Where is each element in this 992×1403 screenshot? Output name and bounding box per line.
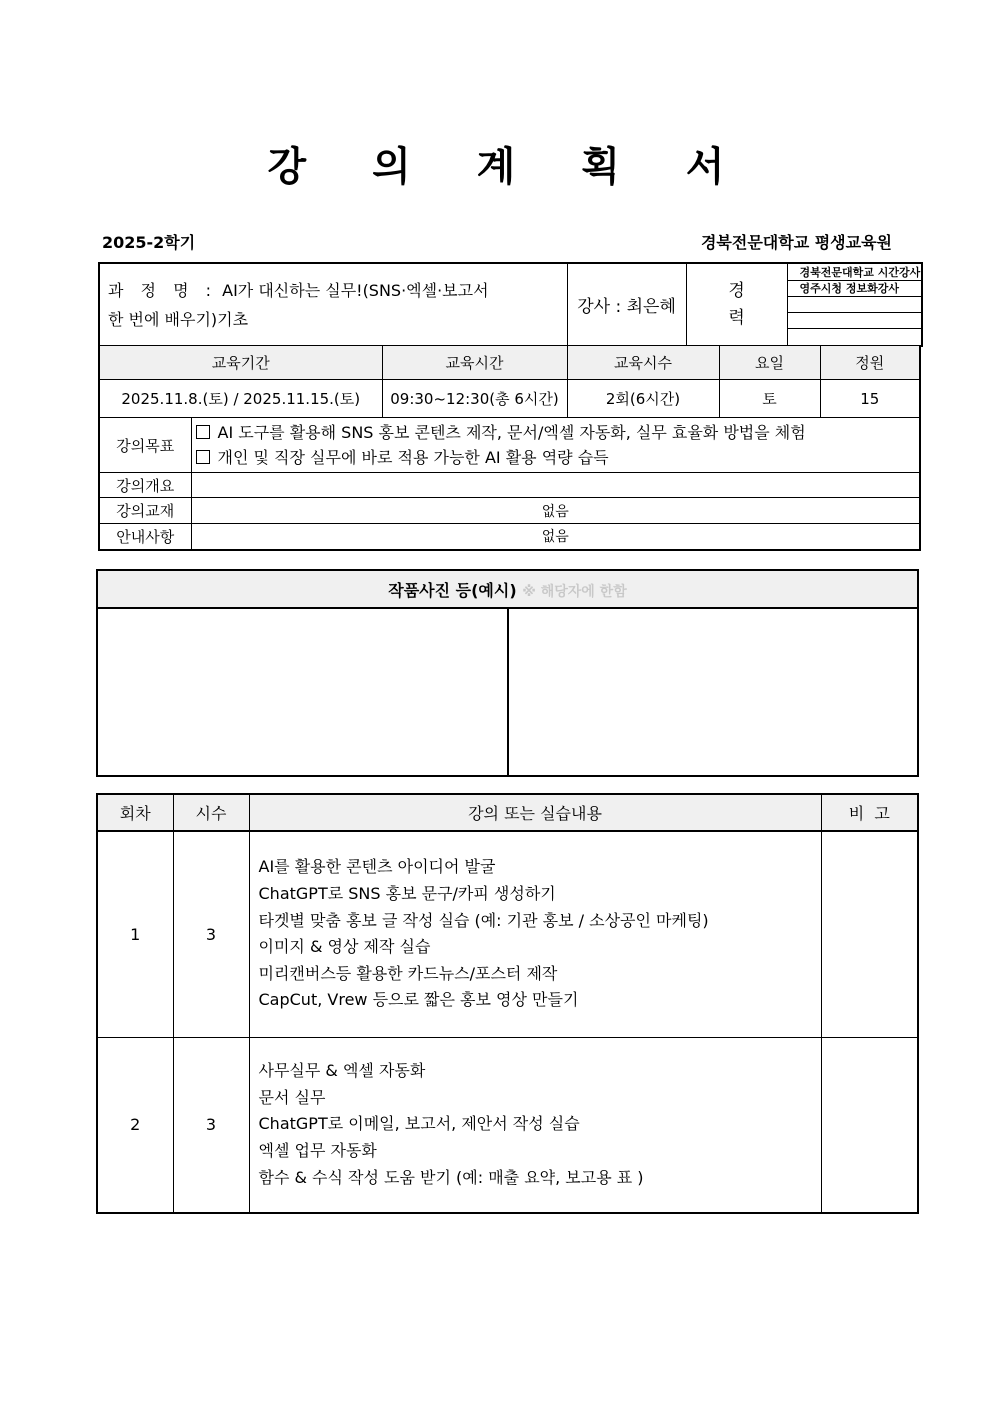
goal-item: [196, 445, 916, 470]
photo-header: [97, 570, 918, 608]
value-time: 09:30~12:30(총 6시간): [382, 380, 567, 418]
textbook-value: 없음: [191, 498, 920, 524]
session-content: [249, 1037, 821, 1213]
career-item: [788, 329, 922, 345]
course-name-line1: AI가 대신하는 실무!(SNS·엑셀·보고서: [222, 280, 489, 300]
goal-cell: [191, 418, 920, 473]
value-sessions: 2회(6시간): [567, 380, 719, 418]
header-content: 강의 또는 실습내용: [249, 794, 821, 831]
career-item: [788, 313, 922, 329]
content-line: 함수 & 수식 작성 도움 받기 (예: 매출 요약, 보고용 표 ): [258, 1167, 644, 1187]
content-line: 사무실무 & 엑셀 자동화: [258, 1061, 426, 1081]
header-sessions: 교육시수: [567, 346, 719, 380]
header-capacity: 정원: [820, 346, 920, 380]
photo-table: [96, 569, 919, 777]
career-label-1: 경: [728, 280, 745, 301]
course-label: 과 정 명 :: [108, 280, 218, 300]
career-item: 영주시청 정보화강사: [788, 281, 922, 297]
textbook-row: [99, 498, 920, 524]
session-row: [97, 1037, 918, 1213]
content-line: ChatGPT로 SNS 홍보 문구/카피 생성하기: [258, 884, 556, 904]
overview-value: [191, 473, 920, 498]
notice-row: [99, 524, 920, 550]
goal-label: 강의목표: [99, 418, 191, 473]
checkbox-icon: [196, 450, 210, 464]
session-row: [97, 831, 918, 1037]
overview-row: [99, 473, 920, 498]
goal-item: [196, 420, 916, 445]
session-remarks: [821, 831, 918, 1037]
notice-label: 안내사항: [99, 524, 191, 550]
photo-slot-left: [97, 608, 508, 776]
content-line: ChatGPT로 이메일, 보고서, 제안서 작성 실습: [258, 1114, 580, 1134]
content-line: 미리캔버스등 활용한 카드뉴스/포스터 제작: [258, 963, 558, 983]
career-list-cell: [787, 263, 922, 346]
photo-note: ※ 해당자에 한함: [522, 583, 627, 600]
session-number: 1: [97, 831, 173, 1037]
header-session: 회차: [97, 794, 173, 831]
photo-slot-right: [508, 608, 919, 776]
course-name-line2: 한 번에 배우기)기초: [108, 309, 249, 329]
header-remarks: 비 고: [821, 794, 918, 831]
instructor: 강사 : 최은혜: [567, 263, 686, 346]
content-line: 엑셀 업무 자동화: [258, 1141, 377, 1161]
header-hours: 시수: [173, 794, 249, 831]
career-list: [788, 265, 922, 345]
summary-value-row: [99, 380, 920, 418]
career-label: [686, 263, 787, 346]
content-line: CapCut, Vrew 등으로 짧은 홍보 영상 만들기: [258, 990, 579, 1010]
course-name-cell: [99, 263, 567, 346]
sessions-table: [96, 793, 919, 1214]
photo-header-title: 작품사진 등(예시): [388, 580, 517, 600]
session-hours: 3: [173, 831, 249, 1037]
sessions-header-row: [97, 794, 918, 831]
header-period: 교육기간: [99, 346, 382, 380]
session-number: 2: [97, 1037, 173, 1213]
goal-row: [99, 418, 920, 473]
overview-label: 강의개요: [99, 473, 191, 498]
content-line: 이미지 & 영상 제작 실습: [258, 937, 431, 957]
organization: 경북전문대학교 평생교육원: [700, 233, 892, 252]
course-info-table: [98, 262, 923, 347]
goal-text: 개인 및 직장 실무에 바로 적용 가능한 AI 활용 역량 습득: [217, 448, 609, 467]
session-remarks: [821, 1037, 918, 1213]
content-line: AI를 활용한 콘텐츠 아이디어 발굴: [258, 857, 496, 877]
value-period: 2025.11.8.(토) / 2025.11.15.(토): [99, 380, 382, 418]
summary-header-row: [99, 346, 920, 380]
goal-text: AI 도구를 활용해 SNS 홍보 콘텐츠 제작, 문서/엑셀 자동화, 실무 효율화 방법을 체험: [217, 423, 806, 442]
textbook-label: 강의교재: [99, 498, 191, 524]
session-content: [249, 831, 821, 1037]
checkbox-icon: [196, 425, 210, 439]
career-label-2: 력: [728, 307, 745, 328]
career-item: 경북전문대학교 시간강사: [788, 265, 922, 281]
summary-table: [98, 345, 921, 551]
content-line: 타겟별 맞춤 홍보 글 작성 실습 (예: 기관 홍보 / 소상공인 마케팅): [258, 910, 709, 930]
session-hours: 3: [173, 1037, 249, 1213]
career-item: [788, 297, 922, 313]
header-day: 요일: [719, 346, 820, 380]
semester: 2025-2학기: [102, 233, 196, 252]
notice-value: 없음: [191, 524, 920, 550]
value-capacity: 15: [820, 380, 920, 418]
value-day: 토: [719, 380, 820, 418]
header-time: 교육시간: [382, 346, 567, 380]
content-line: 문서 실무: [258, 1087, 326, 1107]
document-title: 강 의 계 획 서: [267, 144, 751, 190]
